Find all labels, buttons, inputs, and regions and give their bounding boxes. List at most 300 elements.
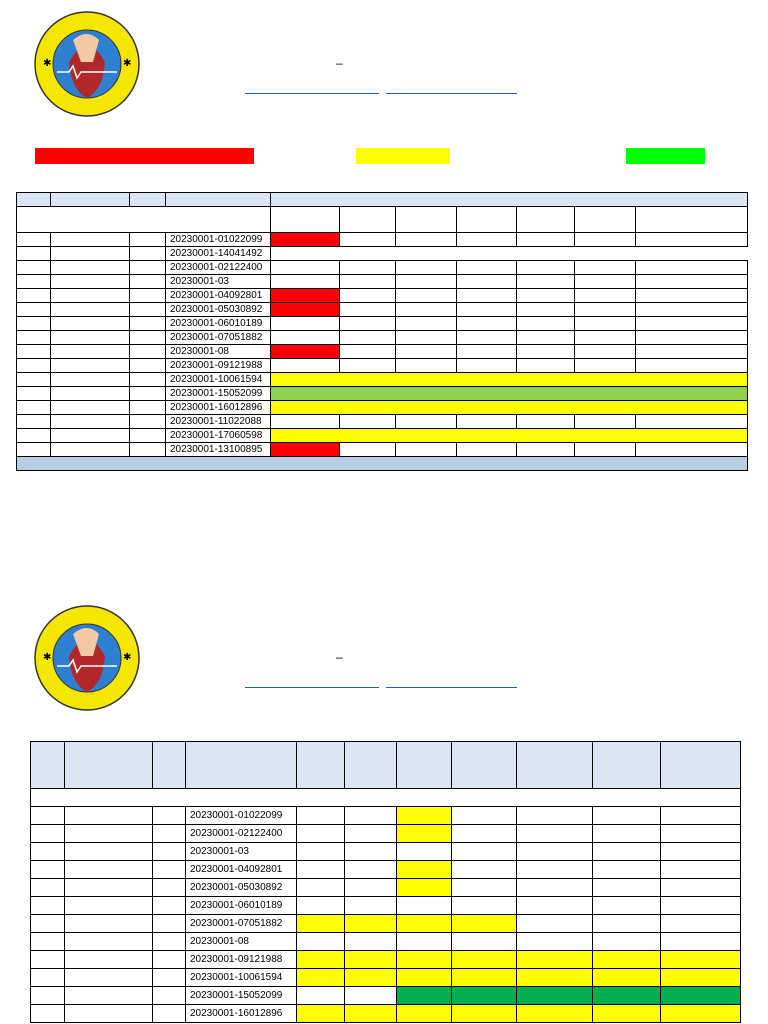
status-cell <box>397 825 452 843</box>
cell <box>31 969 65 987</box>
record-id: 20230001-01022099 <box>186 807 297 825</box>
status-cell <box>593 987 661 1005</box>
status-cell <box>593 915 661 933</box>
status-cell <box>661 807 741 825</box>
table-row <box>17 345 748 359</box>
status-cell <box>397 807 452 825</box>
table-body <box>17 233 748 457</box>
cell <box>153 825 186 843</box>
status-cell <box>575 359 636 373</box>
status-cell <box>636 275 748 289</box>
status-cell <box>452 969 517 987</box>
cell <box>65 861 153 879</box>
status-cell <box>457 345 517 359</box>
table-header-row <box>17 193 748 207</box>
table-header-row <box>31 742 741 789</box>
record-id: 20230001-06010189 <box>166 317 271 331</box>
status-cell <box>396 317 457 331</box>
status-cell <box>345 807 397 825</box>
status-cell <box>593 969 661 987</box>
record-id: 20230001-03 <box>186 843 297 861</box>
cell <box>51 443 130 457</box>
status-cell <box>397 843 452 861</box>
status-cell <box>661 1005 741 1023</box>
svg-text:✱: ✱ <box>43 652 52 663</box>
table-row <box>31 987 741 1005</box>
cell <box>51 387 130 401</box>
status-cell <box>661 915 741 933</box>
status-cell <box>397 933 452 951</box>
status-cell <box>575 415 636 429</box>
record-id: 20230001-10061594 <box>186 969 297 987</box>
cell <box>51 233 130 247</box>
status-cell <box>396 289 457 303</box>
cell <box>130 303 166 317</box>
status-cell <box>457 303 517 317</box>
cell <box>130 401 166 415</box>
status-cell <box>297 951 345 969</box>
status-cell <box>396 233 457 247</box>
status-cell <box>575 289 636 303</box>
status-cell <box>636 261 748 275</box>
status-cell <box>452 861 517 879</box>
status-cell <box>593 807 661 825</box>
status-cell <box>636 359 748 373</box>
cell <box>51 373 130 387</box>
cell <box>17 401 51 415</box>
status-cell <box>271 415 340 429</box>
cell <box>31 879 65 897</box>
table-body <box>31 807 741 1023</box>
record-id: 20230001-14041492 <box>166 247 271 261</box>
link-underline[interactable] <box>386 687 517 688</box>
cell <box>51 359 130 373</box>
table-row <box>17 373 748 387</box>
status-cell <box>517 933 593 951</box>
cell <box>153 987 186 1005</box>
status-cell <box>661 897 741 915</box>
status-cell <box>457 289 517 303</box>
table-row <box>31 897 741 915</box>
table-subheader-row <box>17 207 748 233</box>
status-cell <box>636 233 748 247</box>
status-cell <box>396 261 457 275</box>
status-cell <box>452 825 517 843</box>
status-cell <box>593 933 661 951</box>
status-cell <box>271 331 340 345</box>
status-cell <box>457 317 517 331</box>
record-id: 20230001-16012896 <box>166 401 271 415</box>
status-cell <box>517 825 593 843</box>
cell <box>31 987 65 1005</box>
cell <box>153 915 186 933</box>
status-cell <box>661 987 741 1005</box>
status-cell <box>397 969 452 987</box>
status-cell <box>636 317 748 331</box>
status-cell <box>271 275 340 289</box>
status-cell <box>661 843 741 861</box>
status-cell <box>297 933 345 951</box>
table-row <box>17 247 748 261</box>
cell <box>65 933 153 951</box>
cell <box>153 951 186 969</box>
status-cell <box>517 969 593 987</box>
status-cell <box>297 969 345 987</box>
cell <box>17 359 51 373</box>
cell <box>153 1005 186 1023</box>
status-cell <box>345 1005 397 1023</box>
cell <box>153 969 186 987</box>
cell <box>17 415 51 429</box>
status-cell <box>593 825 661 843</box>
table-row <box>31 825 741 843</box>
status-cell <box>517 807 593 825</box>
status-cell <box>271 233 340 247</box>
status-cell <box>517 261 575 275</box>
table-row <box>31 951 741 969</box>
status-cell <box>593 843 661 861</box>
link-underline[interactable] <box>245 93 379 94</box>
status-cell <box>340 233 396 247</box>
status-cell <box>457 275 517 289</box>
svg-text:✱: ✱ <box>43 58 52 69</box>
status-cell <box>575 233 636 247</box>
status-cell <box>297 807 345 825</box>
cell <box>31 843 65 861</box>
status-cell <box>345 969 397 987</box>
cell <box>17 289 51 303</box>
status-cell <box>345 861 397 879</box>
status-cell <box>340 289 396 303</box>
cell <box>153 861 186 879</box>
status-cell <box>297 825 345 843</box>
status-cell <box>397 897 452 915</box>
cell <box>130 233 166 247</box>
cell <box>17 443 51 457</box>
record-id: 20230001-02122400 <box>186 825 297 843</box>
status-cell <box>457 443 517 457</box>
status-cell <box>345 915 397 933</box>
status-cell <box>517 303 575 317</box>
cell <box>130 275 166 289</box>
record-id: 20230001-06010189 <box>186 897 297 915</box>
status-cell <box>297 915 345 933</box>
status-cell <box>396 345 457 359</box>
record-id: 20230001-09121988 <box>186 951 297 969</box>
status-cell <box>636 415 748 429</box>
status-cell <box>452 879 517 897</box>
status-cell <box>661 861 741 879</box>
status-cell <box>593 951 661 969</box>
table-row <box>17 317 748 331</box>
status-cell <box>457 415 517 429</box>
status-cell <box>636 443 748 457</box>
status-table-1 <box>16 192 748 471</box>
status-cell <box>397 1005 452 1023</box>
cell <box>31 1005 65 1023</box>
status-cell <box>340 275 396 289</box>
cell <box>130 331 166 345</box>
header-dash: – <box>336 56 343 70</box>
cell <box>17 303 51 317</box>
cell <box>130 415 166 429</box>
training-center-logo <box>33 604 141 712</box>
cell <box>31 861 65 879</box>
cell <box>17 233 51 247</box>
cell <box>51 429 130 443</box>
record-id: 20230001-07051882 <box>186 915 297 933</box>
status-cell <box>452 915 517 933</box>
status-cell <box>636 345 748 359</box>
table-row <box>17 303 748 317</box>
status-fill <box>271 387 748 401</box>
cell <box>17 345 51 359</box>
cell <box>65 951 153 969</box>
status-cell <box>593 879 661 897</box>
record-id: 20230001-11022088 <box>166 415 271 429</box>
cell <box>130 345 166 359</box>
status-cell <box>593 1005 661 1023</box>
table-row <box>31 879 741 897</box>
status-cell <box>457 331 517 345</box>
status-cell <box>340 317 396 331</box>
status-cell <box>517 317 575 331</box>
cell <box>17 275 51 289</box>
cell <box>130 443 166 457</box>
cell <box>65 987 153 1005</box>
cell <box>17 373 51 387</box>
status-cell <box>297 987 345 1005</box>
record-id: 20230001-02122400 <box>166 261 271 275</box>
status-cell <box>636 331 748 345</box>
status-cell <box>345 951 397 969</box>
cell <box>153 933 186 951</box>
record-id: 20230001-08 <box>186 933 297 951</box>
cell <box>65 969 153 987</box>
cell <box>153 879 186 897</box>
status-cell <box>297 879 345 897</box>
table-footer-row <box>17 457 748 471</box>
status-cell <box>517 861 593 879</box>
record-id: 20230001-07051882 <box>166 331 271 345</box>
link-underline[interactable] <box>386 93 517 94</box>
table-row <box>17 401 748 415</box>
status-cell <box>345 933 397 951</box>
table-row <box>31 843 741 861</box>
status-cell <box>517 843 593 861</box>
status-cell <box>452 933 517 951</box>
table-row <box>17 415 748 429</box>
cell <box>31 825 65 843</box>
status-cell <box>636 303 748 317</box>
status-cell <box>452 951 517 969</box>
table-row <box>17 289 748 303</box>
status-cell <box>397 879 452 897</box>
record-id: 20230001-16012896 <box>186 1005 297 1023</box>
cell <box>17 247 51 261</box>
cell <box>130 317 166 331</box>
cell <box>17 261 51 275</box>
table-section-row <box>31 789 741 807</box>
status-cell <box>397 951 452 969</box>
record-id: 20230001-17060598 <box>166 429 271 443</box>
status-cell <box>517 233 575 247</box>
cell <box>130 429 166 443</box>
status-cell <box>340 359 396 373</box>
status-cell <box>452 807 517 825</box>
status-table-2 <box>30 741 741 1023</box>
status-cell <box>396 331 457 345</box>
table-row <box>17 261 748 275</box>
cell <box>65 807 153 825</box>
status-cell <box>340 303 396 317</box>
cell <box>51 345 130 359</box>
status-cell <box>517 987 593 1005</box>
status-cell <box>517 897 593 915</box>
status-cell <box>271 317 340 331</box>
cell <box>51 275 130 289</box>
cell <box>65 879 153 897</box>
table-row <box>17 443 748 457</box>
cell <box>51 317 130 331</box>
table-row <box>31 807 741 825</box>
status-cell <box>457 233 517 247</box>
status-cell <box>297 1005 345 1023</box>
cell <box>31 915 65 933</box>
header-dash: – <box>336 650 343 664</box>
status-cell <box>396 275 457 289</box>
record-id: 20230001-13100895 <box>166 443 271 457</box>
status-cell <box>517 915 593 933</box>
status-cell <box>575 331 636 345</box>
record-id: 20230001-09121988 <box>166 359 271 373</box>
status-cell <box>340 443 396 457</box>
status-cell <box>575 275 636 289</box>
status-cell <box>661 969 741 987</box>
cell <box>51 247 130 261</box>
status-cell <box>517 879 593 897</box>
status-cell <box>457 359 517 373</box>
status-cell <box>575 303 636 317</box>
status-fill <box>271 247 748 261</box>
status-cell <box>457 261 517 275</box>
svg-text:✱: ✱ <box>123 652 132 663</box>
training-center-logo <box>33 10 141 118</box>
status-cell <box>345 843 397 861</box>
record-id: 20230001-05030892 <box>166 303 271 317</box>
status-fill <box>271 401 748 415</box>
cell <box>31 807 65 825</box>
table-row <box>17 275 748 289</box>
status-fill <box>271 429 748 443</box>
record-id: 20230001-10061594 <box>166 373 271 387</box>
status-cell <box>297 861 345 879</box>
status-cell <box>517 345 575 359</box>
status-cell <box>517 331 575 345</box>
legend-bar-red <box>35 148 254 164</box>
table-row <box>31 915 741 933</box>
cell <box>51 289 130 303</box>
status-cell <box>661 825 741 843</box>
cell <box>51 401 130 415</box>
cell <box>153 843 186 861</box>
cell <box>65 897 153 915</box>
cell <box>130 373 166 387</box>
table-row <box>17 387 748 401</box>
status-cell <box>661 933 741 951</box>
legend-bar-yellow <box>356 148 450 164</box>
status-cell <box>575 261 636 275</box>
cell <box>130 387 166 401</box>
status-cell <box>661 951 741 969</box>
status-cell <box>517 443 575 457</box>
status-cell <box>340 331 396 345</box>
cell <box>65 825 153 843</box>
status-cell <box>397 861 452 879</box>
status-cell <box>396 303 457 317</box>
status-cell <box>271 289 340 303</box>
table-row <box>17 331 748 345</box>
cell <box>65 843 153 861</box>
table-row <box>17 233 748 247</box>
cell <box>130 261 166 275</box>
cell <box>17 429 51 443</box>
status-cell <box>452 987 517 1005</box>
status-cell <box>345 825 397 843</box>
record-id: 20230001-05030892 <box>186 879 297 897</box>
status-cell <box>397 915 452 933</box>
table-row <box>31 1005 741 1023</box>
cell <box>17 317 51 331</box>
status-cell <box>271 359 340 373</box>
cell <box>130 289 166 303</box>
cell <box>65 915 153 933</box>
status-cell <box>593 861 661 879</box>
record-id: 20230001-01022099 <box>166 233 271 247</box>
status-cell <box>517 415 575 429</box>
cell <box>51 303 130 317</box>
status-cell <box>452 897 517 915</box>
status-cell <box>575 443 636 457</box>
link-underline[interactable] <box>245 687 379 688</box>
cell <box>31 897 65 915</box>
status-fill <box>271 373 748 387</box>
status-cell <box>636 289 748 303</box>
record-id: 20230001-15052099 <box>166 387 271 401</box>
cell <box>130 247 166 261</box>
legend-bar-green <box>626 148 705 164</box>
status-cell <box>593 897 661 915</box>
cell <box>130 359 166 373</box>
record-id: 20230001-08 <box>166 345 271 359</box>
status-cell <box>517 275 575 289</box>
status-cell <box>340 415 396 429</box>
status-cell <box>340 345 396 359</box>
svg-text:✱: ✱ <box>123 58 132 69</box>
table-row <box>17 429 748 443</box>
status-cell <box>340 261 396 275</box>
cell <box>17 331 51 345</box>
cell <box>17 387 51 401</box>
status-cell <box>517 1005 593 1023</box>
status-cell <box>297 843 345 861</box>
cell <box>153 897 186 915</box>
status-cell <box>271 345 340 359</box>
status-cell <box>517 359 575 373</box>
table-row <box>31 861 741 879</box>
cell <box>31 951 65 969</box>
cell <box>51 261 130 275</box>
